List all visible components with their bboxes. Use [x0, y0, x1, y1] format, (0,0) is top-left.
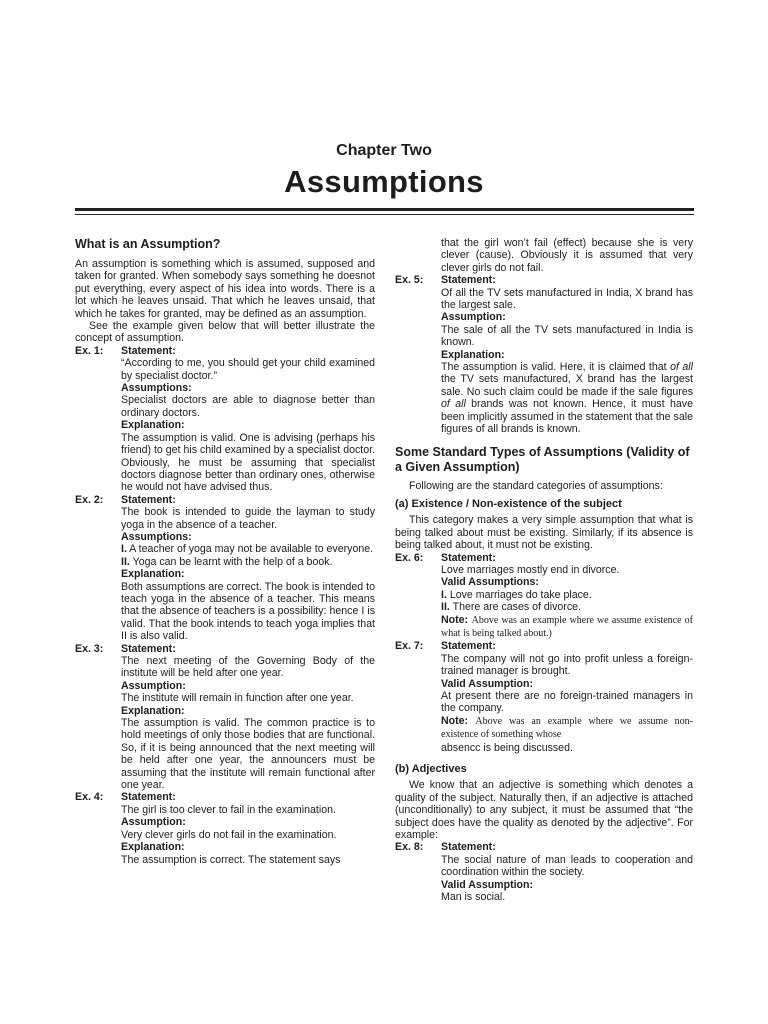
example-label: Ex. 5:	[395, 274, 424, 287]
right-column	[395, 237, 693, 904]
adjectives-paragraph: We know that an adjective is something which denotes a quality of the subject. Naturally then, if an adjective is attached (unconditionally) to any subject, it must be assumed that “the subject does have the quality as denoted by the adjective”. For example:	[395, 779, 693, 842]
following-paragraph: Following are the standard categories of assumptions:	[409, 479, 663, 492]
assumption-label: Valid Assumption:	[441, 677, 534, 690]
assumption-label: Assumption:	[121, 679, 186, 692]
title-rule-thick	[75, 208, 694, 211]
example-3	[75, 643, 375, 792]
explanation-label: Explanation:	[121, 568, 185, 581]
assumption-label: Valid Assumption:	[441, 878, 534, 891]
statement-text: The company will not go into profit unless a foreign-trained manager is brought.	[441, 652, 693, 678]
assumption-item-2: II. Yoga can be learnt with the help of a book.	[121, 555, 333, 568]
page-title: Assumptions	[284, 164, 484, 199]
example-label: Ex. 7:	[395, 640, 424, 653]
assumption-text: Specialist doctors are able to diagnose better than ordinary doctors.	[121, 394, 375, 419]
statement-label: Statement:	[121, 493, 176, 506]
example-8	[395, 841, 693, 903]
explanation-label: Explanation:	[441, 348, 505, 361]
example-label: Ex. 2:	[75, 493, 104, 506]
example-5	[395, 274, 693, 435]
statement-text: The book is intended to guide the layman to study yoga in the absence of a teacher.	[121, 506, 375, 531]
assumption-label: Assumptions:	[121, 382, 192, 395]
explanation-text: The assumption is valid. One is advising (perhaps his friend) to get his child examined by a specialist doctor. Obviously, he must be assuming that specialist doctors diagnose better than ordinary ones, otherwise he would not have advised thus.	[121, 431, 375, 494]
assumption-text: The sale of all the TV sets manufactured in India is known.	[441, 323, 693, 349]
note: Note: Above was an example where we assume existence of what is being talked about.)	[441, 613, 693, 639]
statement-text: Love marriages mostly end in divorce.	[441, 563, 620, 576]
example-label: Ex. 1:	[75, 344, 104, 357]
statement-text: The next meeting of the Governing Body of the institute will be held after one year.	[121, 655, 375, 680]
statement-label: Statement:	[121, 642, 176, 655]
assumption-label: Assumption:	[441, 311, 506, 324]
title-rule-thin	[75, 214, 694, 215]
example-1	[75, 345, 375, 494]
statement-text: Of all the TV sets manufactured in India, X brand has the largest sale.	[441, 286, 693, 312]
example-2	[75, 494, 375, 643]
example-4	[75, 791, 375, 865]
assumption-item-2: II. There are cases of divorce.	[441, 601, 581, 614]
statement-label: Statement:	[121, 344, 176, 357]
explanation-text: The assumption is valid. The common practice is to hold meetings of only those bodies that are functional. So, if it is being announced that the next meeting will be held after one year, the announcers must be assuming that the institute will remain functional after one year.	[121, 717, 375, 792]
statement-label: Statement:	[441, 274, 496, 287]
explanation-text: The assumption is valid. Here, it is claimed that of all the TV sets manufactured, X brand has the largest sale. No such claim could be made if the sale figures of all brands was not known. Hence, it must have been implicitly assumed in the statement that the sale figures of all brands is known.	[441, 361, 693, 436]
statement-text: “According to me, you should get your child examined by specialist doctor.”	[121, 357, 375, 382]
section-heading-what-is: What is an Assumption?	[75, 237, 221, 251]
intro-paragraph-2: See the example given below that will better illustrate the concept of assumption.	[75, 320, 375, 345]
explanation-label: Explanation:	[121, 841, 185, 854]
statement-label: Statement:	[121, 791, 176, 804]
explanation-label: Explanation:	[121, 704, 185, 717]
assumption-text: At present there are no foreign-trained managers in the company.	[441, 690, 693, 715]
chapter-label: Chapter Two	[336, 142, 432, 159]
assumption-label: Assumptions:	[121, 530, 192, 543]
assumption-text: Man is social.	[441, 891, 506, 904]
note-tail: absencc is being discussed.	[441, 741, 573, 754]
assumption-item-1: I. A teacher of yoga may not be available to everyone.	[121, 543, 374, 556]
example-label: Ex. 3:	[75, 642, 104, 655]
explanation-text: The assumption is correct. The statement says	[121, 853, 341, 866]
assumption-text: The institute will remain in function after one year.	[121, 692, 354, 705]
section-heading-standard-types: Some Standard Types of Assumptions (Validity of a Given Assumption)	[395, 444, 690, 474]
statement-text: The social nature of man leads to cooperation and coordination within the society.	[441, 853, 693, 879]
example-6	[395, 552, 693, 641]
note: Note: Above was an example where we assume non-existence of something whose	[441, 714, 693, 741]
assumption-text: Very clever girls do not fail in the examination.	[121, 828, 337, 841]
explanation-label: Explanation:	[121, 419, 185, 432]
assumption-label: Valid Assumptions:	[441, 576, 539, 589]
statement-text: The girl is too clever to fail in the examination.	[121, 803, 336, 816]
left-column	[75, 237, 375, 866]
existence-paragraph: This category makes a very simple assumption that what is being talked about must be existing. Similarly, if its absence is being talked about, it must not be existing.	[395, 514, 693, 552]
example-label: Ex. 6:	[395, 551, 424, 564]
example-label: Ex. 4:	[75, 791, 104, 804]
assumption-item-1: I. Love marriages do take place.	[441, 588, 592, 601]
intro-paragraph: An assumption is something which is assumed, supposed and taken for granted. When somebody says something he doesnot put everything, every aspect of his idea into words. There is a lot which he leaves unsaid. That which he leaves unsaid, that which he takes for granted, may be defined as an assumption.	[75, 258, 375, 320]
statement-label: Statement:	[441, 551, 496, 564]
statement-label: Statement:	[441, 640, 496, 653]
assumption-label: Assumption:	[121, 816, 186, 829]
example-label: Ex. 8:	[395, 841, 424, 854]
example-7	[395, 640, 693, 754]
subsection-heading-adjectives: (b) Adjectives	[395, 763, 467, 776]
subsection-heading-existence: (a) Existence / Non-existence of the subject	[395, 497, 622, 510]
example-4-continued: that the girl won’t fail (effect) because she is very clever (cause). Obviously it is assumed that very clever girls do not fail.	[441, 237, 693, 274]
explanation-text: Both assumptions are correct. The book is intended to teach yoga in the absence of a teacher. This means that the absence of teachers is a possibility: hence I is valid. That the book intends to teach yoga implies that II is also valid.	[121, 580, 375, 643]
statement-label: Statement:	[441, 841, 496, 854]
